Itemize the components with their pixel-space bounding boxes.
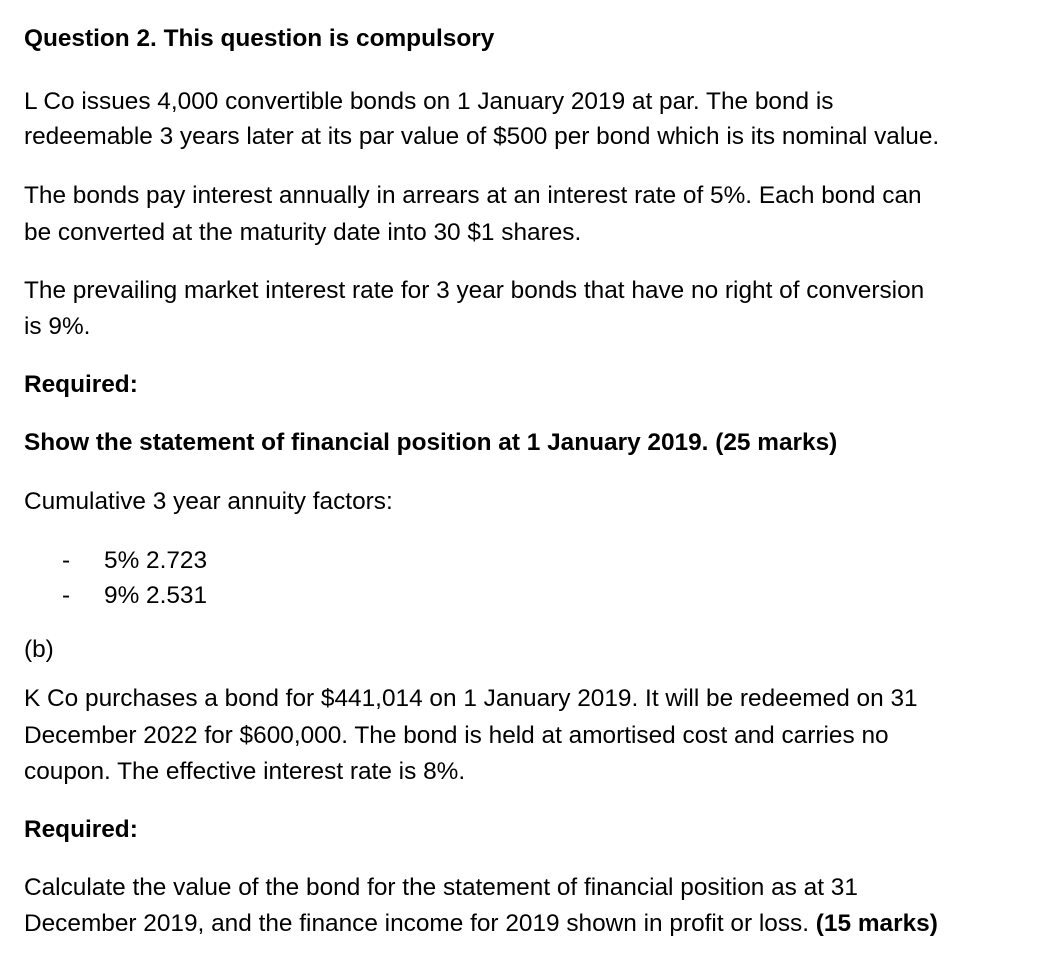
part-b-task-text: December 2019, and the finance income for 2019 shown in profit or loss.: [24, 910, 810, 937]
question-heading: Question 2. This question is compulsory: [24, 25, 495, 52]
annuity-factor-text: 5% 2.723: [104, 547, 208, 574]
paragraph-1-line-2: redeemable 3 years later at its par value of $500 per bond which is its nominal value.: [24, 123, 940, 150]
required-label: Required:: [24, 371, 138, 398]
paragraph-3-line-1: The prevailing market interest rate for 3 year bonds that have no right of conversion: [24, 277, 925, 304]
paragraph-3-line-2: is 9%.: [24, 313, 91, 340]
annuity-intro: Cumulative 3 year annuity factors:: [24, 488, 393, 515]
part-b-required-label: Required:: [24, 816, 138, 843]
part-b-task-line-1: Calculate the value of the bond for the statement of financial position as at 31: [24, 874, 858, 901]
paragraph-1-line-1: L Co issues 4,000 convertible bonds on 1 January 2019 at par. The bond is: [24, 88, 834, 115]
list-dash: -: [62, 547, 71, 574]
task-statement: Show the statement of financial position at 1 January 2019. (25 marks): [24, 429, 838, 456]
part-b-task-marks: (15 marks): [815, 910, 938, 937]
annuity-factor-text: 9% 2.531: [104, 582, 208, 609]
part-b-paragraph-line-3: coupon. The effective interest rate is 8%.: [24, 758, 466, 785]
part-b-label: (b): [24, 636, 54, 663]
paragraph-2-line-1: The bonds pay interest annually in arrears at an interest rate of 5%. Each bond can: [24, 182, 922, 209]
list-dash: -: [62, 582, 71, 609]
part-b-task-line-2: [24, 909, 938, 939]
part-b-paragraph-line-1: K Co purchases a bond for $441,014 on 1 January 2019. It will be redeemed on 31: [24, 685, 918, 712]
part-b-paragraph-line-2: December 2022 for $600,000. The bond is held at amortised cost and carries no: [24, 722, 889, 749]
paragraph-2-line-2: be converted at the maturity date into 30 $1 shares.: [24, 219, 582, 246]
